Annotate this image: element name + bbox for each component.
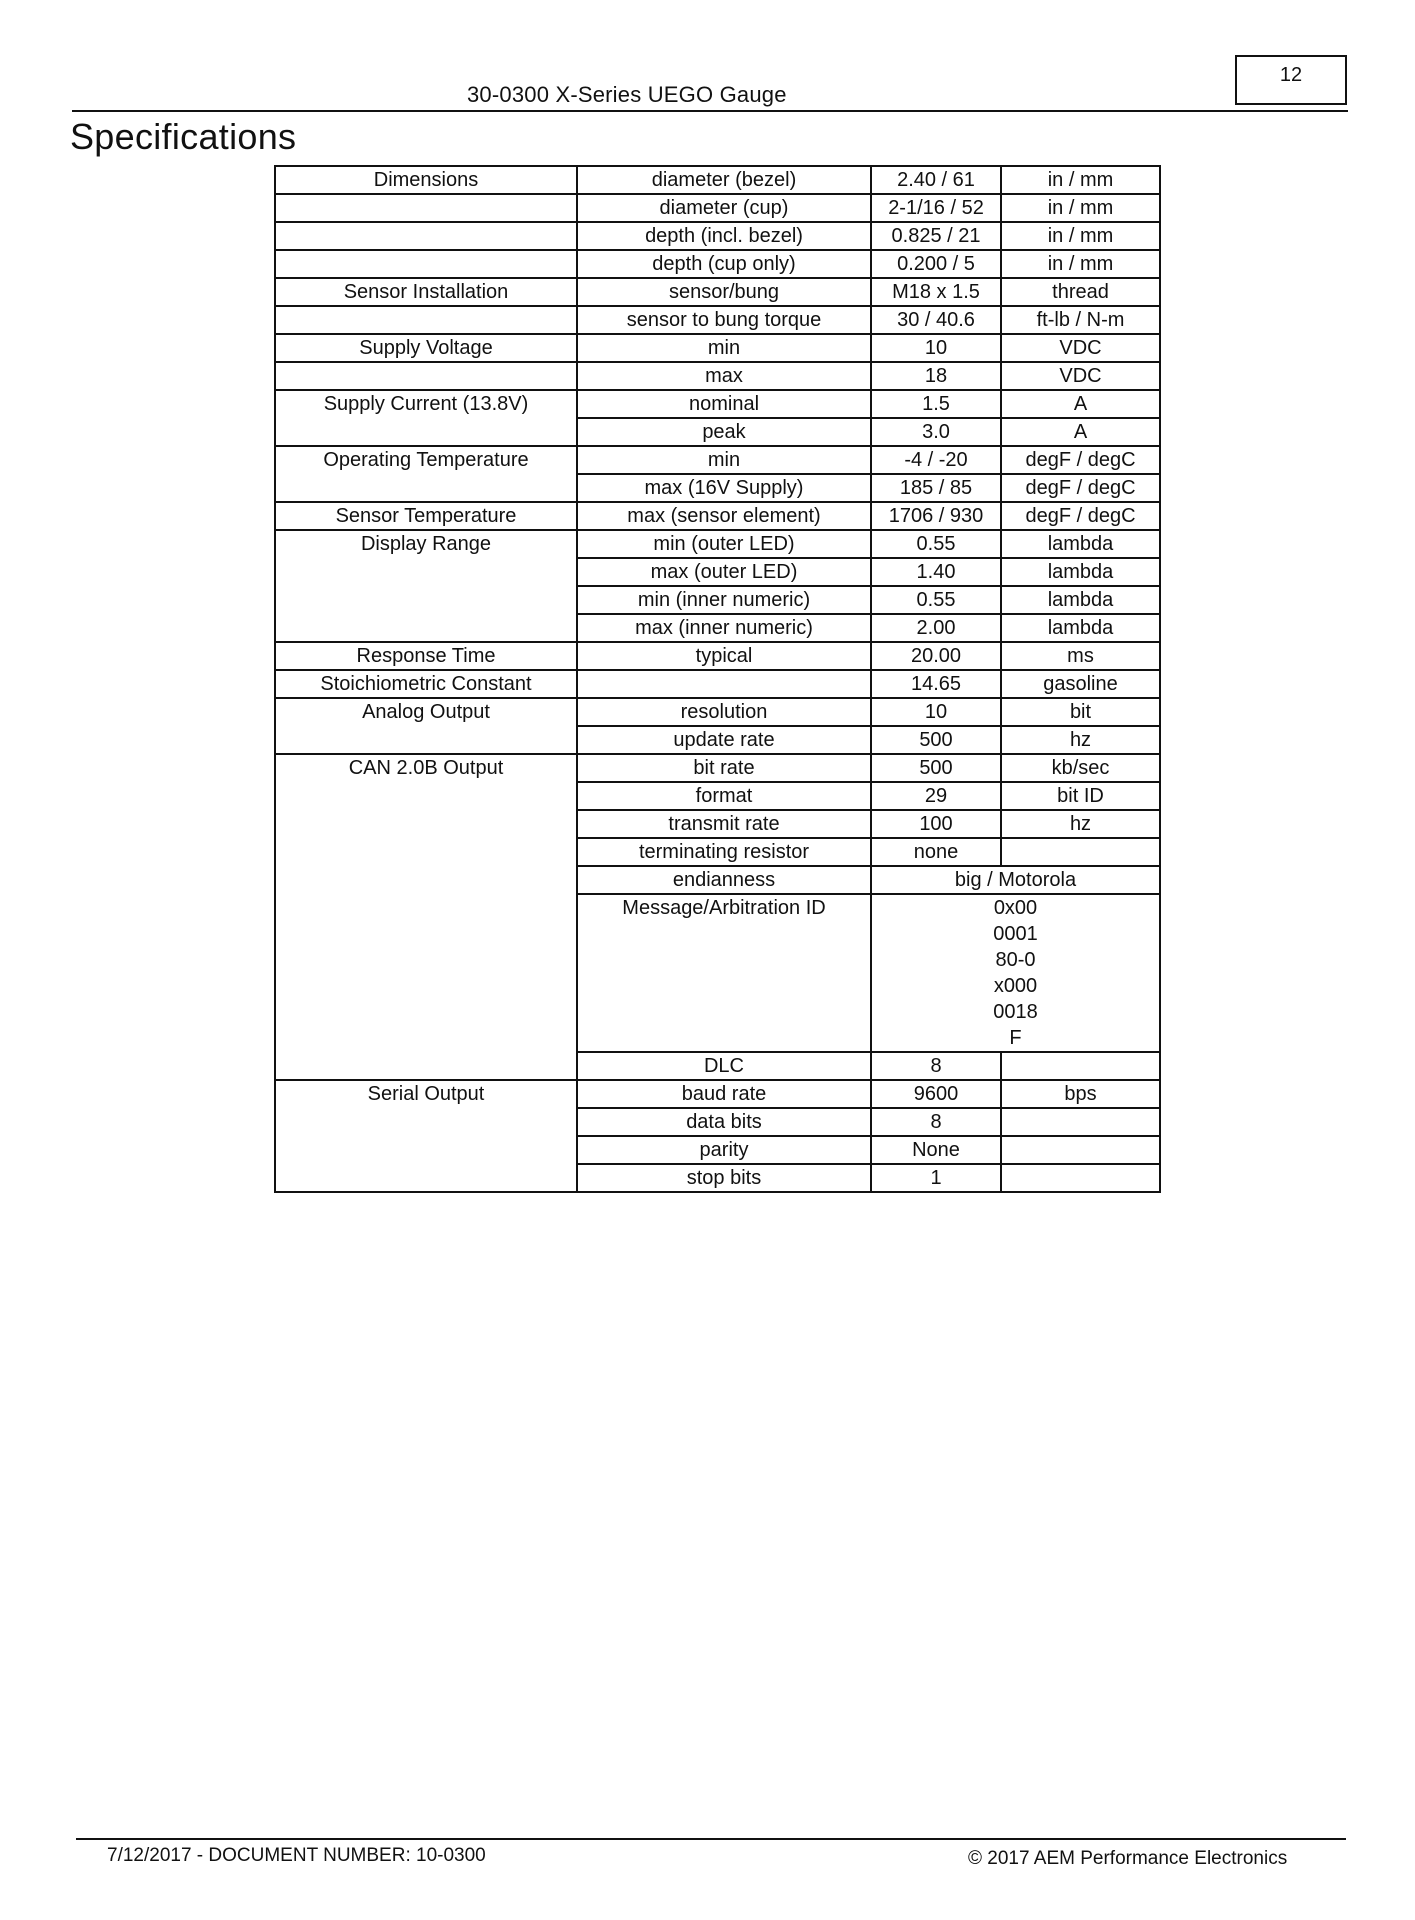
footer-divider [76, 1838, 1346, 1840]
table-row [275, 446, 1160, 474]
category-cell [275, 362, 577, 390]
parameter-cell: min (outer LED) [577, 530, 871, 558]
parameter-cell: Message/Arbitration ID [577, 894, 871, 1052]
parameter-cell: depth (incl. bezel) [577, 222, 871, 250]
category-cell: Operating Temperature [275, 446, 577, 502]
parameter-cell: stop bits [577, 1164, 871, 1192]
table-row [275, 1080, 1160, 1108]
unit-cell: hz [1001, 810, 1160, 838]
table-row [275, 166, 1160, 194]
parameter-cell: update rate [577, 726, 871, 754]
parameter-cell: min [577, 334, 871, 362]
value-cell: 0.200 / 5 [871, 250, 1001, 278]
table-row [275, 642, 1160, 670]
header-divider [72, 110, 1348, 112]
specifications-table [274, 165, 1161, 1193]
value-cell: 10 [871, 698, 1001, 726]
unit-cell [1001, 1164, 1160, 1192]
section-heading: Specifications [70, 116, 297, 157]
parameter-cell: transmit rate [577, 810, 871, 838]
unit-cell: lambda [1001, 614, 1160, 642]
table-row [275, 250, 1160, 278]
unit-cell: VDC [1001, 362, 1160, 390]
category-cell: Response Time [275, 642, 577, 670]
unit-cell: bit ID [1001, 782, 1160, 810]
parameter-cell: data bits [577, 1108, 871, 1136]
unit-cell [1001, 1136, 1160, 1164]
category-cell: Serial Output [275, 1080, 577, 1192]
value-cell: 1 [871, 1164, 1001, 1192]
parameter-cell: max (16V Supply) [577, 474, 871, 502]
unit-cell: gasoline [1001, 670, 1160, 698]
value-cell: 18 [871, 362, 1001, 390]
value-cell: 0.55 [871, 530, 1001, 558]
page-number: 12 [1235, 55, 1347, 105]
table-row [275, 222, 1160, 250]
value-cell: 500 [871, 754, 1001, 782]
unit-cell: lambda [1001, 530, 1160, 558]
table-row [275, 306, 1160, 334]
unit-cell: in / mm [1001, 166, 1160, 194]
parameter-cell: diameter (bezel) [577, 166, 871, 194]
unit-cell: degF / degC [1001, 502, 1160, 530]
category-cell: Dimensions [275, 166, 577, 194]
table-row [275, 502, 1160, 530]
parameter-cell: parity [577, 1136, 871, 1164]
category-cell: Supply Current (13.8V) [275, 390, 577, 446]
table-row [275, 278, 1160, 306]
value-cell: 20.00 [871, 642, 1001, 670]
value-cell: 10 [871, 334, 1001, 362]
table-row [275, 390, 1160, 418]
parameter-cell: peak [577, 418, 871, 446]
parameter-cell [577, 670, 871, 698]
value-cell: 29 [871, 782, 1001, 810]
unit-cell: in / mm [1001, 194, 1160, 222]
unit-cell: in / mm [1001, 250, 1160, 278]
parameter-cell: max (outer LED) [577, 558, 871, 586]
category-cell: Analog Output [275, 698, 577, 754]
value-cell: -4 / -20 [871, 446, 1001, 474]
value-unit-cell: 0x00000180-0x0000018F [871, 894, 1160, 1052]
value-cell: 3.0 [871, 418, 1001, 446]
unit-cell: in / mm [1001, 222, 1160, 250]
unit-cell: degF / degC [1001, 446, 1160, 474]
parameter-cell: baud rate [577, 1080, 871, 1108]
unit-cell [1001, 1052, 1160, 1080]
parameter-cell: nominal [577, 390, 871, 418]
value-cell: 14.65 [871, 670, 1001, 698]
unit-cell: ft-lb / N-m [1001, 306, 1160, 334]
parameter-cell: bit rate [577, 754, 871, 782]
unit-cell: hz [1001, 726, 1160, 754]
category-cell: Sensor Temperature [275, 502, 577, 530]
category-cell [275, 306, 577, 334]
category-cell [275, 250, 577, 278]
parameter-cell: format [577, 782, 871, 810]
table-row [275, 334, 1160, 362]
value-cell: 0.825 / 21 [871, 222, 1001, 250]
parameter-cell: typical [577, 642, 871, 670]
footer-copyright: © 2017 AEM Performance Electronics [968, 1848, 1288, 1869]
unit-cell: A [1001, 418, 1160, 446]
unit-cell: kb/sec [1001, 754, 1160, 782]
value-cell: 1.40 [871, 558, 1001, 586]
table-row [275, 754, 1160, 782]
value-cell: 9600 [871, 1080, 1001, 1108]
parameter-cell: min [577, 446, 871, 474]
parameter-cell: resolution [577, 698, 871, 726]
document-title: 30-0300 X-Series UEGO Gauge [467, 82, 787, 107]
parameter-cell: sensor to bung torque [577, 306, 871, 334]
category-cell [275, 222, 577, 250]
value-cell: M18 x 1.5 [871, 278, 1001, 306]
value-cell: 1.5 [871, 390, 1001, 418]
value-cell: 2.40 / 61 [871, 166, 1001, 194]
parameter-cell: DLC [577, 1052, 871, 1080]
parameter-cell: sensor/bung [577, 278, 871, 306]
category-cell: Display Range [275, 530, 577, 642]
unit-cell: lambda [1001, 586, 1160, 614]
value-cell: 2.00 [871, 614, 1001, 642]
unit-cell: A [1001, 390, 1160, 418]
category-cell: Sensor Installation [275, 278, 577, 306]
unit-cell: degF / degC [1001, 474, 1160, 502]
value-cell: 2-1/16 / 52 [871, 194, 1001, 222]
parameter-cell: terminating resistor [577, 838, 871, 866]
unit-cell: VDC [1001, 334, 1160, 362]
value-cell: 8 [871, 1052, 1001, 1080]
value-cell: 0.55 [871, 586, 1001, 614]
parameter-cell: max (sensor element) [577, 502, 871, 530]
category-cell [275, 194, 577, 222]
parameter-cell: min (inner numeric) [577, 586, 871, 614]
unit-cell [1001, 838, 1160, 866]
footer-document-number: 7/12/2017 - DOCUMENT NUMBER: 10-0300 [107, 1845, 486, 1866]
unit-cell: lambda [1001, 558, 1160, 586]
value-cell: 185 / 85 [871, 474, 1001, 502]
parameter-cell: diameter (cup) [577, 194, 871, 222]
table-row [275, 530, 1160, 558]
value-cell: 500 [871, 726, 1001, 754]
category-cell: CAN 2.0B Output [275, 754, 577, 1080]
value-cell: 30 / 40.6 [871, 306, 1001, 334]
unit-cell: bit [1001, 698, 1160, 726]
table-row [275, 670, 1160, 698]
parameter-cell: max (inner numeric) [577, 614, 871, 642]
unit-cell: thread [1001, 278, 1160, 306]
parameter-cell: depth (cup only) [577, 250, 871, 278]
unit-cell: ms [1001, 642, 1160, 670]
value-cell: 8 [871, 1108, 1001, 1136]
parameter-cell: max [577, 362, 871, 390]
table-row [275, 698, 1160, 726]
table-row [275, 362, 1160, 390]
value-cell: None [871, 1136, 1001, 1164]
unit-cell: bps [1001, 1080, 1160, 1108]
unit-cell [1001, 1108, 1160, 1136]
category-cell: Supply Voltage [275, 334, 577, 362]
parameter-cell: endianness [577, 866, 871, 894]
value-cell: 1706 / 930 [871, 502, 1001, 530]
table-row [275, 194, 1160, 222]
value-unit-cell: big / Motorola [871, 866, 1160, 894]
value-cell: none [871, 838, 1001, 866]
category-cell: Stoichiometric Constant [275, 670, 577, 698]
value-cell: 100 [871, 810, 1001, 838]
